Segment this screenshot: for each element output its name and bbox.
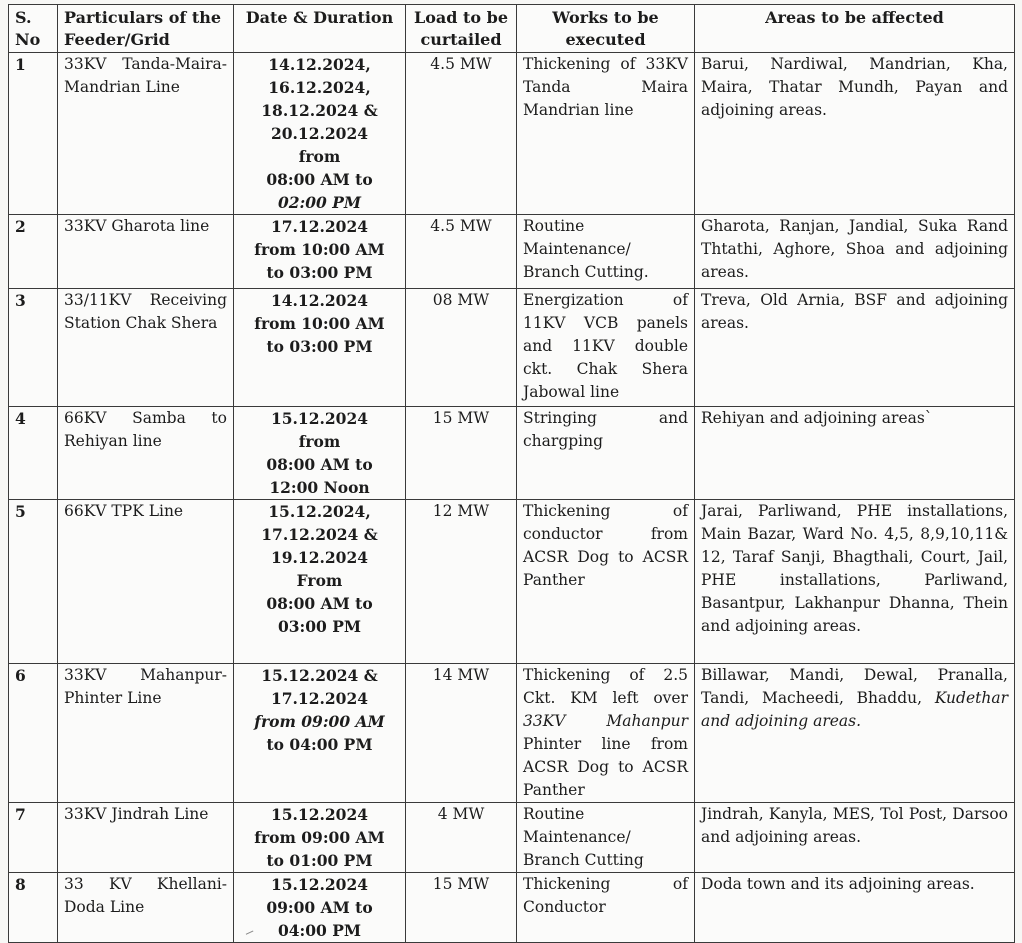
date-line: from 10:00 AM bbox=[254, 314, 385, 333]
cell-works bbox=[517, 664, 695, 803]
cell-works: Stringing and chargping bbox=[517, 407, 695, 500]
date-line: 08:00 AM to bbox=[266, 455, 373, 474]
table-row bbox=[9, 500, 1015, 664]
works-text: Thickening of 2.5 Ckt. KM left over bbox=[523, 666, 688, 707]
cell-works: Thickening of Conductor bbox=[517, 873, 695, 943]
cell-feeder: 33KV Mahanpur-Phinter Line bbox=[58, 664, 234, 803]
date-line: to 03:00 PM bbox=[266, 337, 373, 356]
table-row bbox=[9, 664, 1015, 803]
cell-areas: Rehiyan and adjoining areas` bbox=[695, 407, 1015, 500]
cell-date bbox=[234, 407, 406, 500]
works-text: Phinter line from ACSR Dog to ACSR Panther bbox=[523, 735, 688, 799]
cell-load: 15 MW bbox=[406, 407, 517, 500]
areas-text: Billawar, Mandi, Dewal, Pranalla, Tandi, Macheedi, Bhaddu, bbox=[701, 666, 1008, 707]
header-feeder: Particulars of the Feeder/Grid bbox=[58, 5, 234, 53]
date-line: 08:00 AM to bbox=[266, 170, 373, 189]
cell-areas: Jarai, Parliwand, PHE installations, Main Bazar, Ward No. 4,5, 8,9,10,11& 12, Taraf Sanji, Bhagthali, Court, Jail, PHE installations, Parliwand, Basantpur, Lakhanpur Dhanna, Thein and adjoining areas. bbox=[695, 500, 1015, 664]
header-areas: Areas to be affected bbox=[695, 5, 1015, 53]
cell-date bbox=[234, 500, 406, 664]
date-line: 17.12.2024 & bbox=[261, 525, 378, 544]
cell-load: 12 MW bbox=[406, 500, 517, 664]
cell-sno: 7 bbox=[9, 803, 58, 873]
header-date: Date & Duration bbox=[234, 5, 406, 53]
table-row bbox=[9, 215, 1015, 289]
cell-areas: Gharota, Ranjan, Jandial, Suka Rand Thtathi, Aghore, Shoa and adjoining areas. bbox=[695, 215, 1015, 289]
cell-feeder: 33KV Gharota line bbox=[58, 215, 234, 289]
date-line: 20.12.2024 bbox=[270, 124, 369, 143]
cell-works: Routine Maintenance/ Branch Cutting. bbox=[517, 215, 695, 289]
date-line: from 10:00 AM bbox=[254, 240, 385, 259]
header-row bbox=[9, 5, 1015, 53]
cell-date bbox=[234, 289, 406, 407]
cell-works: Routine Maintenance/ Branch Cutting bbox=[517, 803, 695, 873]
date-line: From bbox=[296, 571, 343, 590]
date-line: 14.12.2024 bbox=[270, 291, 369, 310]
cell-sno: 6 bbox=[9, 664, 58, 803]
table-row bbox=[9, 289, 1015, 407]
date-line: to 03:00 PM bbox=[266, 263, 373, 282]
shutdown-schedule-table bbox=[8, 4, 1015, 943]
cell-date bbox=[234, 215, 406, 289]
cell-date bbox=[234, 803, 406, 873]
works-text-italic: 33KV Mahanpur bbox=[523, 712, 688, 730]
cell-feeder: 33 KV Khellani-Doda Line bbox=[58, 873, 234, 943]
areas-text-italic: Kudethar and adjoining areas. bbox=[701, 689, 1008, 730]
cell-feeder: 33KV Jindrah Line bbox=[58, 803, 234, 873]
date-line: 03:00 PM bbox=[277, 617, 362, 636]
date-line: 15.12.2024 & bbox=[261, 666, 378, 685]
cell-feeder: 66KV TPK Line bbox=[58, 500, 234, 664]
date-line: from 09:00 AM bbox=[254, 712, 385, 731]
date-line: 09:00 AM to bbox=[266, 898, 373, 917]
date-line: 02:00 PM bbox=[277, 193, 362, 212]
date-line: 08:00 AM to bbox=[266, 594, 373, 613]
date-line: to 04:00 PM bbox=[266, 735, 373, 754]
date-line: 15.12.2024, bbox=[268, 502, 371, 521]
cell-works: Energization of 11KV VCB panels and 11KV double ckt. Chak Shera Jabowal line bbox=[517, 289, 695, 407]
cell-load: 14 MW bbox=[406, 664, 517, 803]
date-line: 04:00 PM bbox=[277, 921, 362, 940]
header-sno: S. No bbox=[9, 5, 58, 53]
date-line: from bbox=[298, 432, 341, 451]
cell-sno: 8 bbox=[9, 873, 58, 943]
cell-load: 08 MW bbox=[406, 289, 517, 407]
cell-areas bbox=[695, 664, 1015, 803]
date-line: from bbox=[298, 147, 341, 166]
cell-sno: 3 bbox=[9, 289, 58, 407]
date-line: 15.12.2024 bbox=[270, 409, 369, 428]
table-row bbox=[9, 873, 1015, 943]
cell-load: 4.5 MW bbox=[406, 53, 517, 215]
cell-sno: 4 bbox=[9, 407, 58, 500]
date-line: 14.12.2024, bbox=[268, 55, 371, 74]
cell-works: Thickening of 33KV Tanda Maira Mandrian line bbox=[517, 53, 695, 215]
date-line: to 01:00 PM bbox=[266, 851, 373, 870]
date-line: 12:00 Noon bbox=[269, 478, 370, 497]
cell-sno: 1 bbox=[9, 53, 58, 215]
cell-areas: Doda town and its adjoining areas. bbox=[695, 873, 1015, 943]
cell-feeder: 66KV Samba to Rehiyan line bbox=[58, 407, 234, 500]
cell-date bbox=[234, 53, 406, 215]
date-line: 15.12.2024 bbox=[270, 805, 369, 824]
cell-date bbox=[234, 664, 406, 803]
date-line: 15.12.2024 bbox=[270, 875, 369, 894]
date-line: 16.12.2024, bbox=[268, 78, 371, 97]
cell-sno: 5 bbox=[9, 500, 58, 664]
cell-load: 4.5 MW bbox=[406, 215, 517, 289]
date-line: 17.12.2024 bbox=[270, 689, 369, 708]
table-row bbox=[9, 407, 1015, 500]
date-line: from 09:00 AM bbox=[254, 828, 385, 847]
cell-load: 4 MW bbox=[406, 803, 517, 873]
table-row bbox=[9, 803, 1015, 873]
cell-sno: 2 bbox=[9, 215, 58, 289]
header-load: Load to be curtailed bbox=[406, 5, 517, 53]
cell-load: 15 MW bbox=[406, 873, 517, 943]
cell-areas: Treva, Old Arnia, BSF and adjoining areas. bbox=[695, 289, 1015, 407]
date-line: 17.12.2024 bbox=[270, 217, 369, 236]
date-line: 19.12.2024 bbox=[270, 548, 369, 567]
cell-areas: Barui, Nardiwal, Mandrian, Kha, Maira, Thatar Mundh, Payan and adjoining areas. bbox=[695, 53, 1015, 215]
cell-works: Thickening of conductor from ACSR Dog to ACSR Panther bbox=[517, 500, 695, 664]
cell-areas: Jindrah, Kanyla, MES, Tol Post, Darsoo and adjoining areas. bbox=[695, 803, 1015, 873]
cell-date bbox=[234, 873, 406, 943]
table-row bbox=[9, 53, 1015, 215]
date-line: 18.12.2024 & bbox=[261, 101, 378, 120]
header-works: Works to be executed bbox=[517, 5, 695, 53]
cell-feeder: 33KV Tanda-Maira-Mandrian Line bbox=[58, 53, 234, 215]
cell-feeder: 33/11KV Receiving Station Chak Shera bbox=[58, 289, 234, 407]
